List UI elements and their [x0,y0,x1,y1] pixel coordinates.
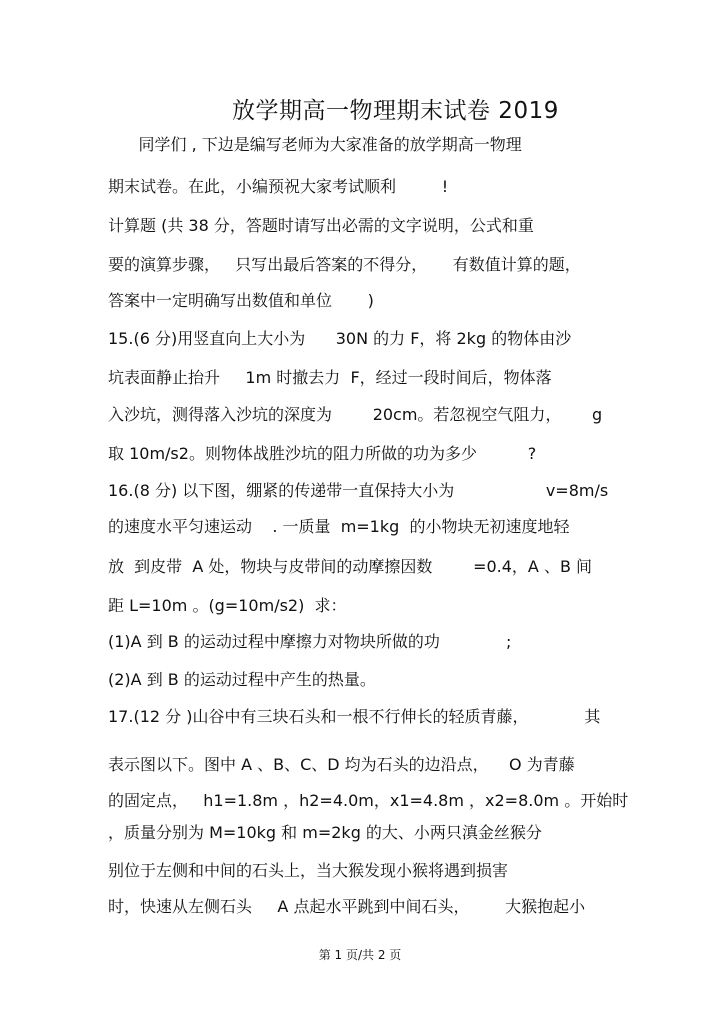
text-line: 15.(6 分)用竖直向上大小为 30N 的力 F，将 2kg 的物体由沙 [108,329,572,348]
text-line: 坑表面静止抬升 1m 时撤去力 F，经过一段时间后，物体落 [108,368,552,387]
text-line: 17.(12 分 )山谷中有三块石头和一根不行伸长的轻质青藤， 其 [108,707,601,726]
text-line: 16.(8 分) 以下图，绷紧的传递带一直保持大小为 v=8m/s [108,481,609,500]
text-line: 的速度水平匀速运动 . 一质量 m=1kg 的小物块无初速度地轻 [108,517,570,536]
text-line: 时，快速从左侧石头 A 点起水平跳到中间石头， 大猴抱起小 [108,897,586,916]
text-line: 取 10m/s2。则物体战胜沙坑的阻力所做的功为多少 ? [108,444,537,463]
text-line: 入沙坑，测得落入沙坑的深度为 20cm。若忽视空气阻力， g [108,405,603,424]
document-title: 放学期高一物理期末试卷 2019 [232,98,559,124]
text-line: 期末试卷。在此，小编预祝大家考试顺利 ! [108,177,449,196]
text-line: ，质量分别为 M=10kg 和 m=2kg 的大、小两只滇金丝猴分 [108,823,542,842]
text-line: 要的演算步骤， 只写出最后答案的不得分， 有数值计算的题， [108,255,581,274]
text-line: 表示图以下。图中 A 、B、C、D 均为石头的边沿点， O 为青藤 [108,755,575,774]
text-line: (1)A 到 B 的运动过程中摩擦力对物块所做的功 ; [108,632,512,651]
text-line: 答案中一定明确写出数值和单位 ) [108,291,374,310]
text-line: 计算题 (共 38 分，答题时请写出必需的文字说明，公式和重 [108,216,534,235]
text-line: 距 L=10m 。(g=10m/s2) 求： [108,596,347,615]
text-line: (2)A 到 B 的运动过程中产生的热量。 [108,670,376,689]
text-line: 放 到皮带 A 处，物块与皮带间的动摩擦因数 =0.4，A 、B 间 [108,557,593,576]
text-line: 同学们 , 下边是编写老师为大家准备的放学期高一物理 [108,135,522,154]
page-number-footer: 第 1 页/共 2 页 [318,948,402,962]
text-line: 的固定点， h1=1.8m ，h2=4.0m，x1=4.8m ，x2=8.0m 。开始时 [108,791,629,810]
text-line: 别位于左侧和中间的石头上，当大猴发现小猴将遇到损害 [108,861,509,880]
